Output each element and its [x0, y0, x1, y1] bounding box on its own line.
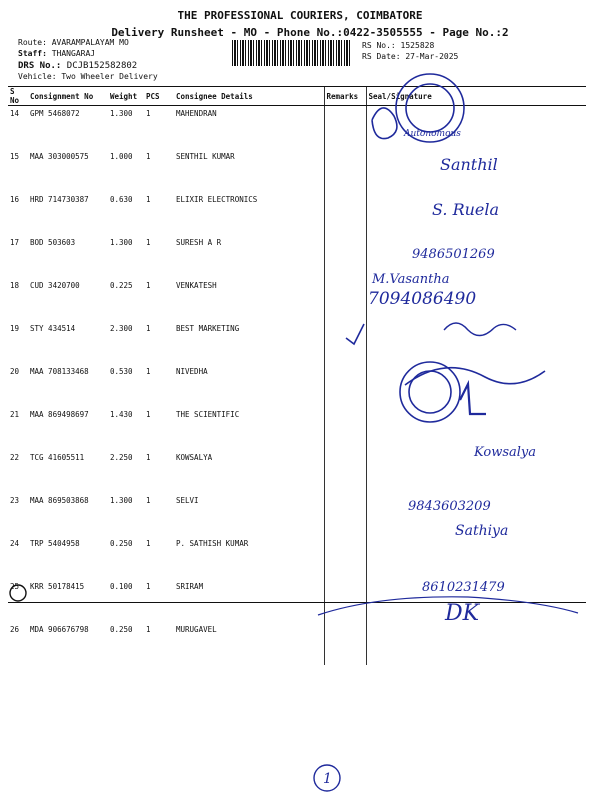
- row-consignee: KOWSALYA: [176, 453, 213, 462]
- vehicle-value: Two Wheeler Delivery: [61, 72, 158, 81]
- table-row: [8, 364, 586, 407]
- drs-value: DCJB152582802: [66, 61, 138, 71]
- drs-label: DRS No.:: [18, 61, 62, 71]
- row-pcs: 1: [146, 281, 151, 290]
- drs-line: [18, 61, 137, 71]
- route-line: [18, 38, 129, 47]
- signature-25: 8610231479: [422, 580, 505, 595]
- row-remarks: [324, 450, 366, 493]
- table-row: [8, 106, 586, 150]
- row-weight: 0.250: [110, 625, 133, 634]
- rs-date-value: 27-Mar-2025: [405, 52, 459, 61]
- signature-24: Sathiya: [455, 523, 509, 539]
- row-consignee: BEST MARKETING: [176, 324, 240, 333]
- row-pcs: 1: [146, 109, 151, 118]
- row-remarks: [324, 321, 366, 364]
- row-signature: [366, 364, 586, 407]
- signature-16: S. Ruela: [432, 200, 500, 219]
- rs-no-label: RS No.:: [362, 41, 396, 50]
- route-value: AVARAMPALAYAM MO: [51, 38, 129, 47]
- table-row: [8, 321, 586, 364]
- seal-text: Autonomous: [404, 129, 461, 139]
- row-signature: [366, 192, 586, 235]
- row-consignment: TRP 5404958: [30, 539, 80, 548]
- col-consignment: Consignment No: [28, 87, 108, 106]
- rs-no-value: 1525828: [400, 41, 435, 50]
- row-consignee: SENTHIL KUMAR: [176, 152, 235, 161]
- row-weight: 1.430: [110, 410, 133, 419]
- table-row: [8, 235, 586, 278]
- row-pcs: 1: [146, 410, 151, 419]
- signature-15: Santhil: [440, 155, 498, 174]
- row-consignee: MAHENDRAN: [176, 109, 217, 118]
- signature-26: DK: [445, 601, 480, 626]
- row-pcs: 1: [146, 625, 151, 634]
- row-pcs: 1: [146, 453, 151, 462]
- signature-22: Kowsalya: [474, 445, 536, 460]
- row-remarks: [324, 364, 366, 407]
- row-signature: [366, 493, 586, 536]
- vehicle-line: [18, 72, 158, 81]
- signature-18-phone: 7094086490: [368, 289, 477, 309]
- row-weight: 0.100: [110, 582, 133, 591]
- row-remarks: [324, 235, 366, 278]
- col-signature: Seal/Signature: [366, 87, 586, 106]
- row-sno: 17: [10, 238, 20, 247]
- row-consignee: VENKATESH: [176, 281, 217, 290]
- row-pcs: 1: [146, 582, 151, 591]
- signature-17: 9486501269: [412, 247, 495, 262]
- row-consignee: MURUGAVEL: [176, 625, 217, 634]
- row-weight: 0.250: [110, 539, 133, 548]
- rs-date-line: [362, 52, 458, 61]
- row-remarks: [324, 192, 366, 235]
- row-signature: [366, 407, 586, 450]
- row-signature: [366, 450, 586, 493]
- staff-line: [18, 49, 95, 58]
- row-pcs: 1: [146, 539, 151, 548]
- row-weight: 0.630: [110, 195, 133, 204]
- row-signature: [366, 321, 586, 364]
- row-sno: 14: [10, 109, 20, 118]
- row-weight: 2.250: [110, 453, 133, 462]
- row-weight: 0.530: [110, 367, 133, 376]
- row-consignee: NIVEDHA: [176, 367, 208, 376]
- row-signature: [366, 579, 586, 622]
- row-consignee: SRIRAM: [176, 582, 204, 591]
- table-row: [8, 536, 586, 579]
- row-weight: 1.300: [110, 238, 133, 247]
- table-header: [8, 87, 586, 106]
- row-remarks: [324, 493, 366, 536]
- rs-no-line: [362, 41, 434, 50]
- row-remarks: [324, 278, 366, 321]
- row-sno: 19: [10, 324, 20, 333]
- row-pcs: 1: [146, 367, 151, 376]
- col-weight: Weight: [108, 87, 144, 106]
- row-sno: 25: [10, 582, 20, 591]
- row-signature: [366, 235, 586, 278]
- row-consignment: MAA 303000575: [30, 152, 89, 161]
- col-pcs: PCS: [144, 87, 174, 106]
- row-weight: 1.300: [110, 109, 133, 118]
- row-consignment: HRD 714730387: [30, 195, 89, 204]
- row-sno: 18: [10, 281, 20, 290]
- row-signature: [366, 278, 586, 321]
- runsheet-title: Delivery Runsheet - MO - Phone No.:0422-3505555 - Page No.:2: [111, 26, 509, 39]
- row-consignment: BOD 503603: [30, 238, 76, 247]
- row-consignment: MAA 869503868: [30, 496, 89, 505]
- row-consignment: TCG 41605511: [30, 453, 85, 462]
- barcode: [232, 40, 350, 66]
- company-name: THE PROFESSIONAL COURIERS, COIMBATORE: [177, 9, 423, 22]
- row-sno: 26: [10, 625, 20, 634]
- page-mark-circle: [314, 765, 340, 791]
- row-consignment: GPM 5468072: [30, 109, 80, 118]
- row-sno: 20: [10, 367, 20, 376]
- row-remarks: [324, 407, 366, 450]
- row-sno: 15: [10, 152, 20, 161]
- signature-18-name: M.Vasantha: [372, 272, 450, 287]
- row-remarks: [324, 536, 366, 579]
- rs-date-label: RS Date:: [362, 52, 401, 61]
- col-sno: S No: [8, 87, 28, 106]
- table-row: [8, 149, 586, 192]
- row-signature: [366, 622, 586, 665]
- row-remarks: [324, 579, 366, 622]
- row-consignee: P. SATHISH KUMAR: [176, 539, 249, 548]
- table-row: [8, 278, 586, 321]
- row-consignment: MAA 869498697: [30, 410, 89, 419]
- col-consignee: Consignee Details: [174, 87, 324, 106]
- row-remarks: [324, 149, 366, 192]
- row-weight: 1.300: [110, 496, 133, 505]
- signature-23: 9843603209: [408, 499, 491, 514]
- row-consignee: SELVI: [176, 496, 199, 505]
- route-label: Route:: [18, 38, 47, 47]
- row-pcs: 1: [146, 496, 151, 505]
- col-remarks: Remarks: [324, 87, 366, 106]
- row-sno: 23: [10, 496, 20, 505]
- row-consignment: MAA 708133468: [30, 367, 89, 376]
- row-signature: [366, 149, 586, 192]
- table-row: [8, 192, 586, 235]
- vehicle-label: Vehicle:: [18, 72, 57, 81]
- row-weight: 0.225: [110, 281, 133, 290]
- row-consignment: STY 434514: [30, 324, 76, 333]
- row-consignment: MDA 906676798: [30, 625, 89, 634]
- table-bottom-rule: [8, 602, 586, 603]
- row-sno: 22: [10, 453, 20, 462]
- row-pcs: 1: [146, 238, 151, 247]
- row-remarks: [324, 106, 366, 150]
- table-row: [8, 579, 586, 622]
- row-consignment: KRR 50178415: [30, 582, 85, 591]
- row-sno: 24: [10, 539, 20, 548]
- row-weight: 1.000: [110, 152, 133, 161]
- row-pcs: 1: [146, 324, 151, 333]
- table-row: [8, 407, 586, 450]
- row-consignee: THE SCIENTIFIC: [176, 410, 240, 419]
- runsheet-table: [8, 86, 586, 665]
- staff-value: THANGARAJ: [51, 49, 96, 58]
- page-mark: 1: [323, 771, 332, 787]
- table-row: [8, 622, 586, 665]
- row-sno: 16: [10, 195, 20, 204]
- row-consignment: CUD 3420700: [30, 281, 80, 290]
- table-row: [8, 493, 586, 536]
- row-consignee: SURESH A R: [176, 238, 222, 247]
- row-pcs: 1: [146, 152, 151, 161]
- row-consignee: ELIXIR ELECTRONICS: [176, 195, 258, 204]
- row-pcs: 1: [146, 195, 151, 204]
- row-signature: [366, 106, 586, 150]
- table-row: [8, 450, 586, 493]
- row-signature: [366, 536, 586, 579]
- row-sno: 21: [10, 410, 20, 419]
- staff-label: Staff:: [18, 49, 47, 58]
- row-weight: 2.300: [110, 324, 133, 333]
- row-remarks: [324, 622, 366, 665]
